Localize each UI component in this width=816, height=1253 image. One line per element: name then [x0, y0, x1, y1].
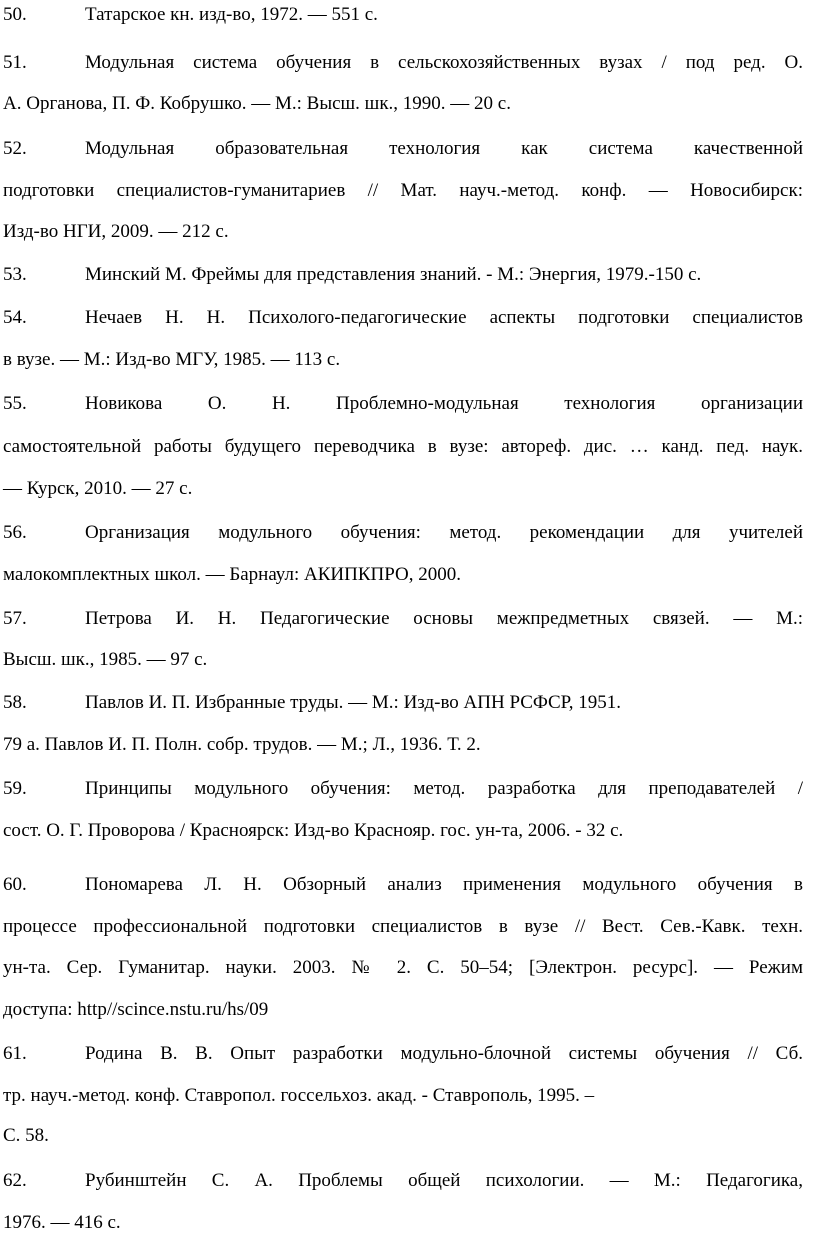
- ref-number: 61.: [3, 1043, 27, 1064]
- ref-number: 52.: [3, 138, 27, 159]
- ref-number: 56.: [3, 522, 27, 543]
- ref-50-line-1: 50. Татарское кн. изд-во, 1972. — 551 с.: [3, 0, 803, 30]
- ref-62-line-2: 1976. — 416 с.: [3, 1212, 121, 1233]
- ref-52-line-3: Изд-во НГИ, 2009. — 212 с.: [3, 221, 229, 242]
- ref-58-line-1: 58. Павлов И. П. Избранные труды. — М.: Изд-во АПН РСФСР, 1951.: [3, 688, 803, 718]
- ref-55-line-2: самостоятельной работы будущего переводчика в вузе: автореф. дис. … канд. пед. наук.: [3, 436, 803, 457]
- ref-59-line-1: 59. Принципы модульного обучения: метод. разработка для преподавателей /: [3, 774, 803, 804]
- ref-55-line-1: 55. Новикова О. Н. Проблемно-модульная технология организации: [3, 389, 803, 419]
- ref-53-line-1: 53. Минский М. Фреймы для представления знаний. - М.: Энергия, 1979.-150 с.: [3, 260, 803, 290]
- ref-number: 59.: [3, 778, 27, 799]
- ref-number: 55.: [3, 393, 27, 414]
- ref-54-line-2: в вузе. — М.: Изд-во МГУ, 1985. — 113 с.: [3, 349, 341, 370]
- ref-59-line-2: сост. О. Г. Проворова / Красноярск: Изд-во Краснояр. гос. ун-та, 2006. - 32 с.: [3, 820, 624, 841]
- ref-60-line-1: 60. Пономарева Л. Н. Обзорный анализ применения модульного обучения в: [3, 870, 803, 900]
- ref-56-line-2: малокомплектных школ. — Барнаул: АКИПКПРО, 2000.: [3, 564, 461, 585]
- ref-number: 53.: [3, 264, 27, 285]
- ref-number: 58.: [3, 692, 27, 713]
- ref-number: 60.: [3, 874, 27, 895]
- ref-62-line-1: 62. Рубинштейн С. А. Проблемы общей психологии. — М.: Педагогика,: [3, 1166, 803, 1196]
- ref-60-line-2: процессе профессиональной подготовки специалистов в вузе // Вест. Сев.-Кавк. техн.: [3, 916, 803, 937]
- ref-60-line-3: ун-та. Сер. Гуманитар. науки. 2003. № 2. С. 50–54; [Электрон. ресурс]. — Режим: [3, 957, 803, 978]
- ref-79a-line-1: 79 а. Павлов И. П. Полн. собр. трудов. — М.; Л., 1936. Т. 2.: [3, 734, 481, 755]
- ref-61-line-1: 61. Родина В. В. Опыт разработки модульно-блочной системы обучения // Сб.: [3, 1039, 803, 1069]
- ref-57-line-1: 57. Петрова И. Н. Педагогические основы межпредметных связей. — М.:: [3, 604, 803, 634]
- ref-61-line-2: тр. науч.-метод. конф. Ставропол. госсельхоз. акад. - Ставрополь, 1995. –: [3, 1085, 595, 1106]
- ref-number: 50.: [3, 4, 27, 25]
- ref-number: 57.: [3, 608, 27, 629]
- ref-52-line-1: 52. Модульная образовательная технология как система качественной: [3, 134, 803, 164]
- ref-number: 54.: [3, 307, 27, 328]
- ref-57-line-2: Высш. шк., 1985. — 97 с.: [3, 649, 208, 670]
- ref-51-line-2: А. Органова, П. Ф. Кобрушко. — М.: Высш. шк., 1990. — 20 с.: [3, 93, 511, 114]
- ref-61-line-3: С. 58.: [3, 1125, 49, 1146]
- ref-56-line-1: 56. Организация модульного обучения: метод. рекомендации для учителей: [3, 518, 803, 548]
- ref-51-line-1: 51. Модульная система обучения в сельскохозяйственных вузах / под ред. О.: [3, 48, 803, 78]
- ref-52-line-2: подготовки специалистов-гуманитариев // Мат. науч.-метод. конф. — Новосибирск:: [3, 180, 803, 201]
- ref-54-line-1: 54. Нечаев Н. Н. Психолого-педагогические аспекты подготовки специалистов: [3, 303, 803, 333]
- ref-60-line-4: доступа: http//scince.nstu.ru/hs/09: [3, 999, 269, 1020]
- ref-55-line-3: — Курск, 2010. — 27 с.: [3, 478, 193, 499]
- ref-number: 62.: [3, 1170, 27, 1191]
- ref-number: 51.: [3, 52, 27, 73]
